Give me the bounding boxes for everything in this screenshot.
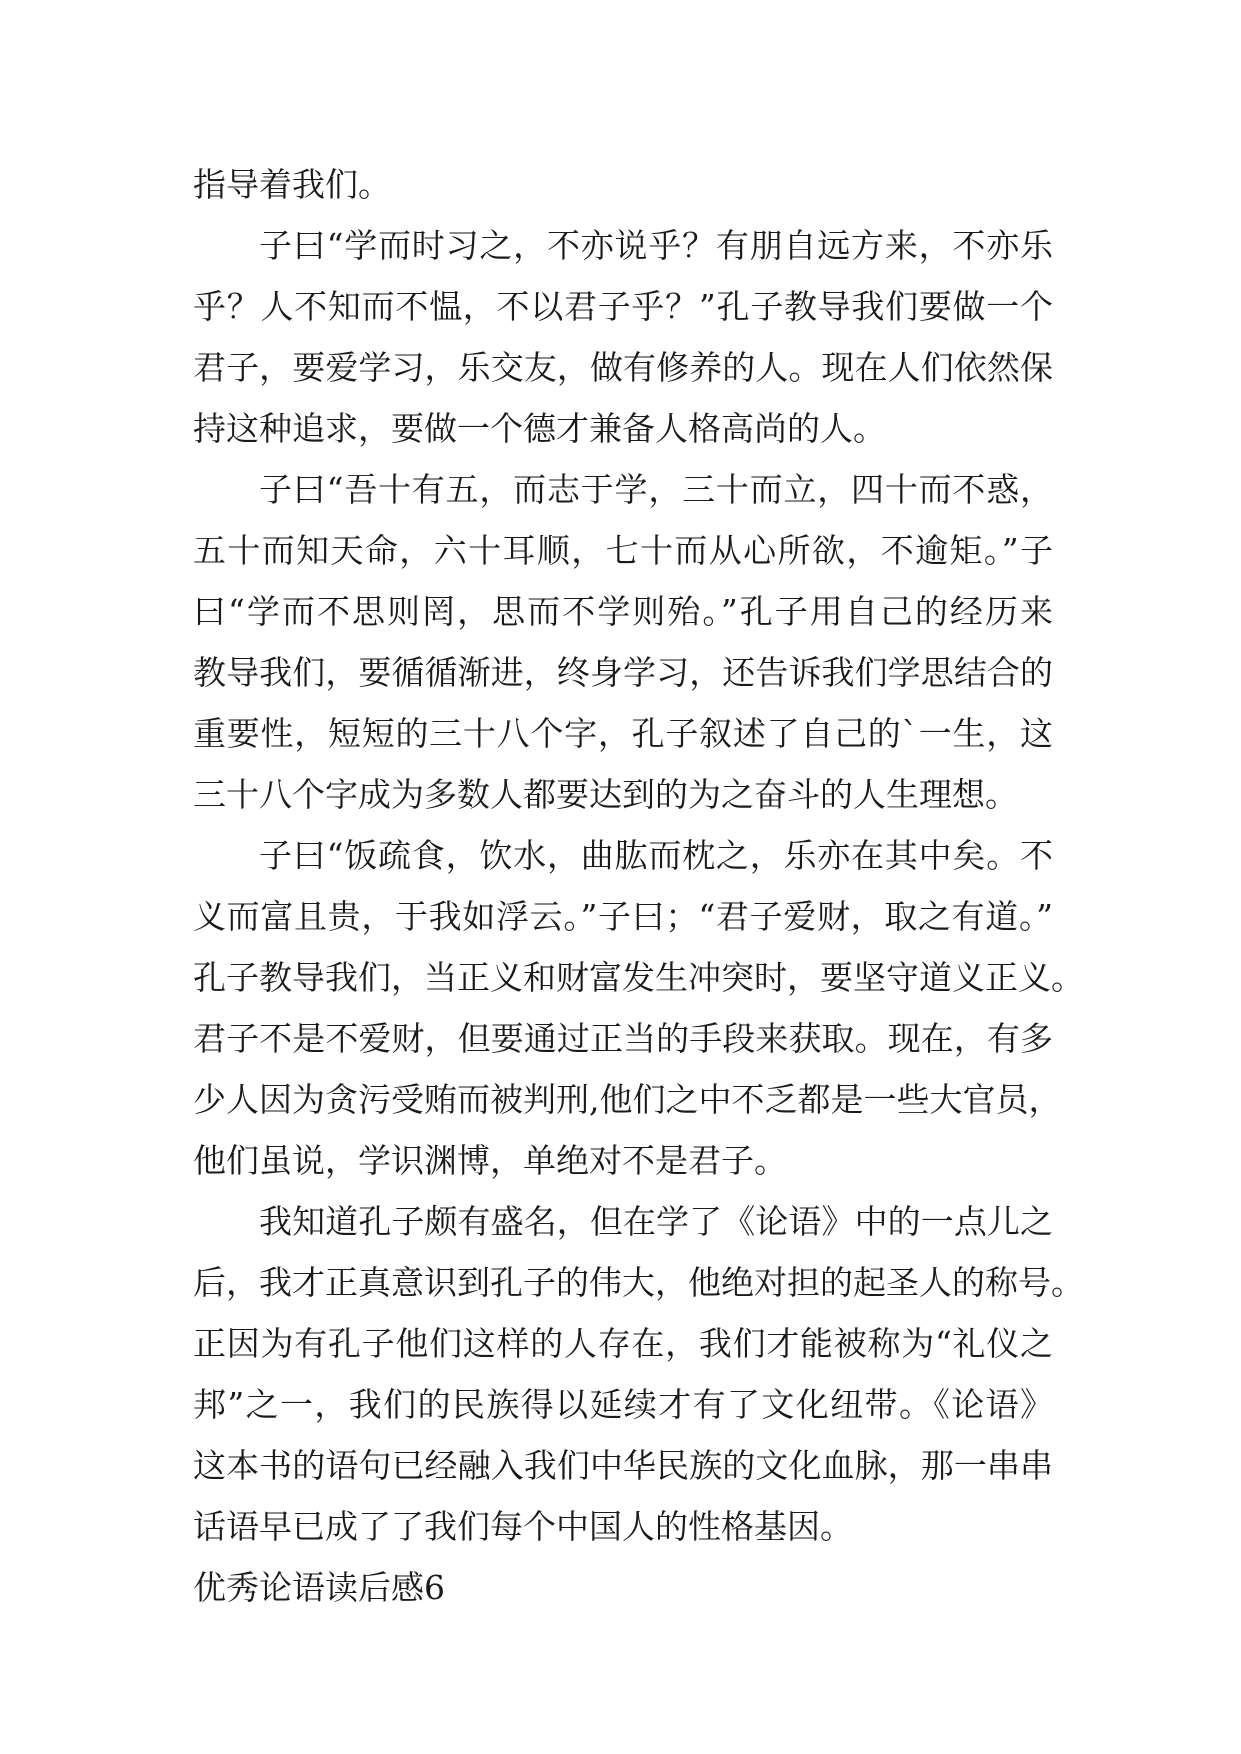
text-line: 君子，要爱学习，乐交友，做有修养的人。现在人们依然保 (193, 348, 1053, 387)
text-line: 三十八个字成为多数人都要达到的为之奋斗的人生理想。 (193, 775, 1018, 814)
text-line: 指导着我们。 (193, 165, 391, 204)
document-body (193, 154, 1084, 1618)
text-line: 后，我才正真意识到孔子的伟大，他绝对担的起圣人的称号。 (193, 1263, 1084, 1302)
text-line: 我知道孔子颇有盛名，但在学了《论语》中的一点儿之 (259, 1202, 1053, 1241)
text-line: 义而富且贵，于我如浮云。”子曰；“君子爱财，取之有道。” (193, 897, 1053, 936)
text-line: 子曰“学而时习之，不亦说乎？有朋自远方来，不亦乐 (259, 226, 1053, 265)
text-line: 这本书的语句已经融入我们中华民族的文化血脉，那一串串 (193, 1446, 1053, 1485)
text-line: 教导我们，要循循渐进，终身学习，还告诉我们学思结合的 (193, 653, 1053, 692)
text-line: 话语早已成了了我们每个中国人的性格基因。 (193, 1507, 853, 1546)
text-line: 曰“学而不思则罔，思而不学则殆。”孔子用自己的经历来 (193, 592, 1053, 631)
text-line: 邦”之一，我们的民族得以延续才有了文化纽带。《论语》 (193, 1385, 1053, 1424)
text-line: 孔子教导我们，当正义和财富发生冲突时，要坚守道义正义。 (193, 958, 1084, 997)
text-line: 少人因为贪污受贿而被判刑,他们之中不乏都是一些大官员， (193, 1080, 1062, 1119)
text-line: 子曰“饭疏食，饮水，曲肱而枕之，乐亦在其中矣。不 (259, 836, 1053, 875)
text-line: 持这种追求，要做一个德才兼备人格高尚的人。 (193, 409, 886, 448)
text-line: 君子不是不爱财，但要通过正当的手段来获取。现在，有多 (193, 1019, 1053, 1058)
text-line: 五十而知天命，六十耳顺，七十而从心所欲，不逾矩。”子 (193, 531, 1053, 570)
text-line: 子曰“吾十有五，而志于学，三十而立，四十而不惑， (259, 470, 1053, 509)
text-line: 他们虽说，学识渊博，单绝对不是君子。 (193, 1141, 787, 1180)
section-heading: 优秀论语读后感6 (193, 1568, 445, 1607)
text-line: 乎？人不知而不愠，不以君子乎？”孔子教导我们要做一个 (193, 287, 1053, 326)
text-line: 重要性，短短的三十八个字，孔子叙述了自己的`一生，这 (193, 714, 1053, 753)
text-line: 正因为有孔子他们这样的人存在，我们才能被称为“礼仪之 (193, 1324, 1053, 1363)
